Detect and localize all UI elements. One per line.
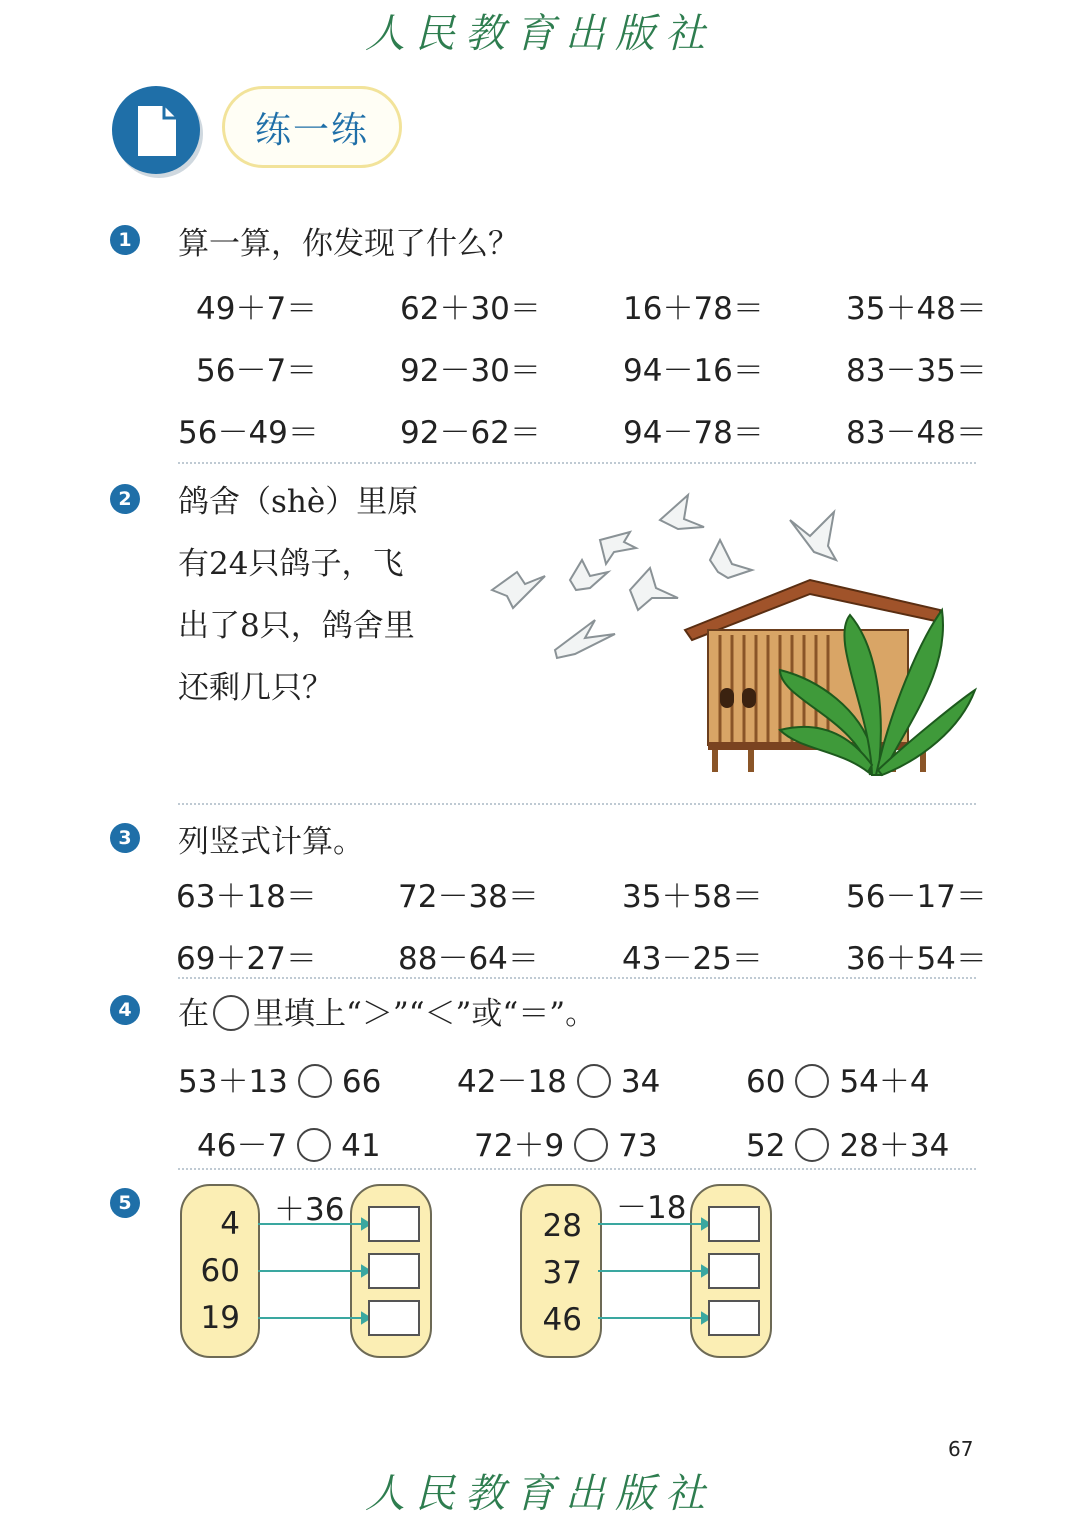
publisher-header: 人民教育出版社: [365, 11, 715, 57]
comparison-item: [746, 1056, 930, 1101]
question-number-1: 1: [110, 225, 140, 255]
q2-text-line: 鸽舍（shè）里原: [178, 484, 419, 520]
q1-equation: 62＋30＝: [400, 291, 541, 327]
q3-equation: 72－38＝: [398, 879, 539, 915]
input-number: 4: [220, 1206, 240, 1242]
answer-box[interactable]: [368, 1253, 420, 1289]
section-title: 练一练: [222, 86, 402, 168]
comparison-left: 53＋13: [178, 1064, 288, 1100]
comparison-left: 46－7: [197, 1128, 288, 1164]
comparison-answer-circle[interactable]: [298, 1064, 332, 1098]
section-divider: [178, 1168, 976, 1170]
comparison-circle-sample: [213, 995, 249, 1031]
comparison-left: 72＋9: [474, 1128, 565, 1164]
question-number-3: 3: [110, 823, 140, 853]
q3-equation: 36＋54＝: [846, 941, 987, 977]
q3-equation: 63＋18＝: [176, 879, 317, 915]
q1-prompt: 算一算，你发现了什么？: [178, 226, 519, 262]
q1-equation: 92－62＝: [400, 415, 541, 451]
q3-equation: 43－25＝: [622, 941, 763, 977]
q2-text-line: 有24只鸽子，飞: [178, 546, 404, 582]
q1-equation: 56－7＝: [196, 353, 318, 389]
page-number: 67: [948, 1437, 974, 1461]
q3-equation: 69＋27＝: [176, 941, 317, 977]
comparison-right: 28＋34: [839, 1128, 950, 1164]
comparison-answer-circle[interactable]: [297, 1128, 331, 1162]
comparison-right: 66: [341, 1064, 382, 1100]
answer-box[interactable]: [708, 1206, 760, 1242]
q4-prompt-after: 里填上“＞”“＜”或“＝”。: [253, 996, 597, 1032]
comparison-answer-circle[interactable]: [795, 1064, 829, 1098]
q3-equation: 35＋58＝: [622, 879, 763, 915]
question-number-2: 2: [110, 484, 140, 514]
section-divider: [178, 462, 976, 464]
q1-equation: 56－49＝: [178, 415, 319, 451]
comparison-answer-circle[interactable]: [795, 1128, 829, 1162]
comparison-left: 52: [746, 1128, 786, 1164]
q3-equation: 56－17＝: [846, 879, 987, 915]
q3-prompt: 列竖式计算。: [178, 824, 364, 860]
comparison-left: 42－18: [457, 1064, 567, 1100]
q1-equation: 35＋48＝: [846, 291, 987, 327]
input-number: 19: [200, 1300, 240, 1336]
mapping-arrows: [598, 1210, 712, 1330]
q1-equation: 83－48＝: [846, 415, 987, 451]
operation-label: ＋36: [274, 1192, 345, 1228]
q1-equation: 83－35＝: [846, 353, 987, 389]
answer-box[interactable]: [708, 1300, 760, 1336]
q1-equation: 92－30＝: [400, 353, 541, 389]
q1-equation: 94－78＝: [623, 415, 764, 451]
answer-box[interactable]: [368, 1300, 420, 1336]
q1-equation: 94－16＝: [623, 353, 764, 389]
comparison-answer-circle[interactable]: [577, 1064, 611, 1098]
publisher-footer: 人民教育出版社: [365, 1471, 715, 1517]
operation-label: －18: [616, 1190, 687, 1226]
comparison-right: 34: [620, 1064, 661, 1100]
comparison-item: [178, 1056, 381, 1101]
comparison-right: 73: [618, 1128, 658, 1164]
comparison-item: [197, 1120, 381, 1165]
comparison-item: [474, 1120, 658, 1165]
question-number-4: 4: [110, 995, 140, 1025]
section-divider: [178, 803, 976, 805]
document-icon: [112, 86, 200, 174]
comparison-answer-circle[interactable]: [574, 1128, 608, 1162]
input-number: 28: [542, 1208, 582, 1244]
q2-text-line: 还剩几只？: [178, 670, 333, 706]
comparison-item: [457, 1056, 660, 1101]
q4-prompt: [178, 988, 596, 1034]
input-number: 37: [542, 1255, 582, 1291]
section-divider: [178, 977, 976, 979]
mapping-arrows: [258, 1210, 372, 1330]
q1-equation: 16＋78＝: [623, 291, 764, 327]
q4-prompt-before: 在: [178, 996, 209, 1032]
comparison-item: [746, 1120, 949, 1165]
answer-box[interactable]: [368, 1206, 420, 1242]
q3-equation: 88－64＝: [398, 941, 539, 977]
answer-box[interactable]: [708, 1253, 760, 1289]
comparison-left: 60: [746, 1064, 786, 1100]
pigeon-coop-illustration: [480, 480, 980, 780]
comparison-right: 54＋4: [839, 1064, 930, 1100]
question-number-5: 5: [110, 1188, 140, 1218]
input-number: 46: [542, 1302, 582, 1338]
q1-equation: 49＋7＝: [196, 291, 318, 327]
comparison-right: 41: [341, 1128, 381, 1164]
q2-text-line: 出了8只，鸽舍里: [178, 608, 415, 644]
input-number: 60: [200, 1253, 240, 1289]
